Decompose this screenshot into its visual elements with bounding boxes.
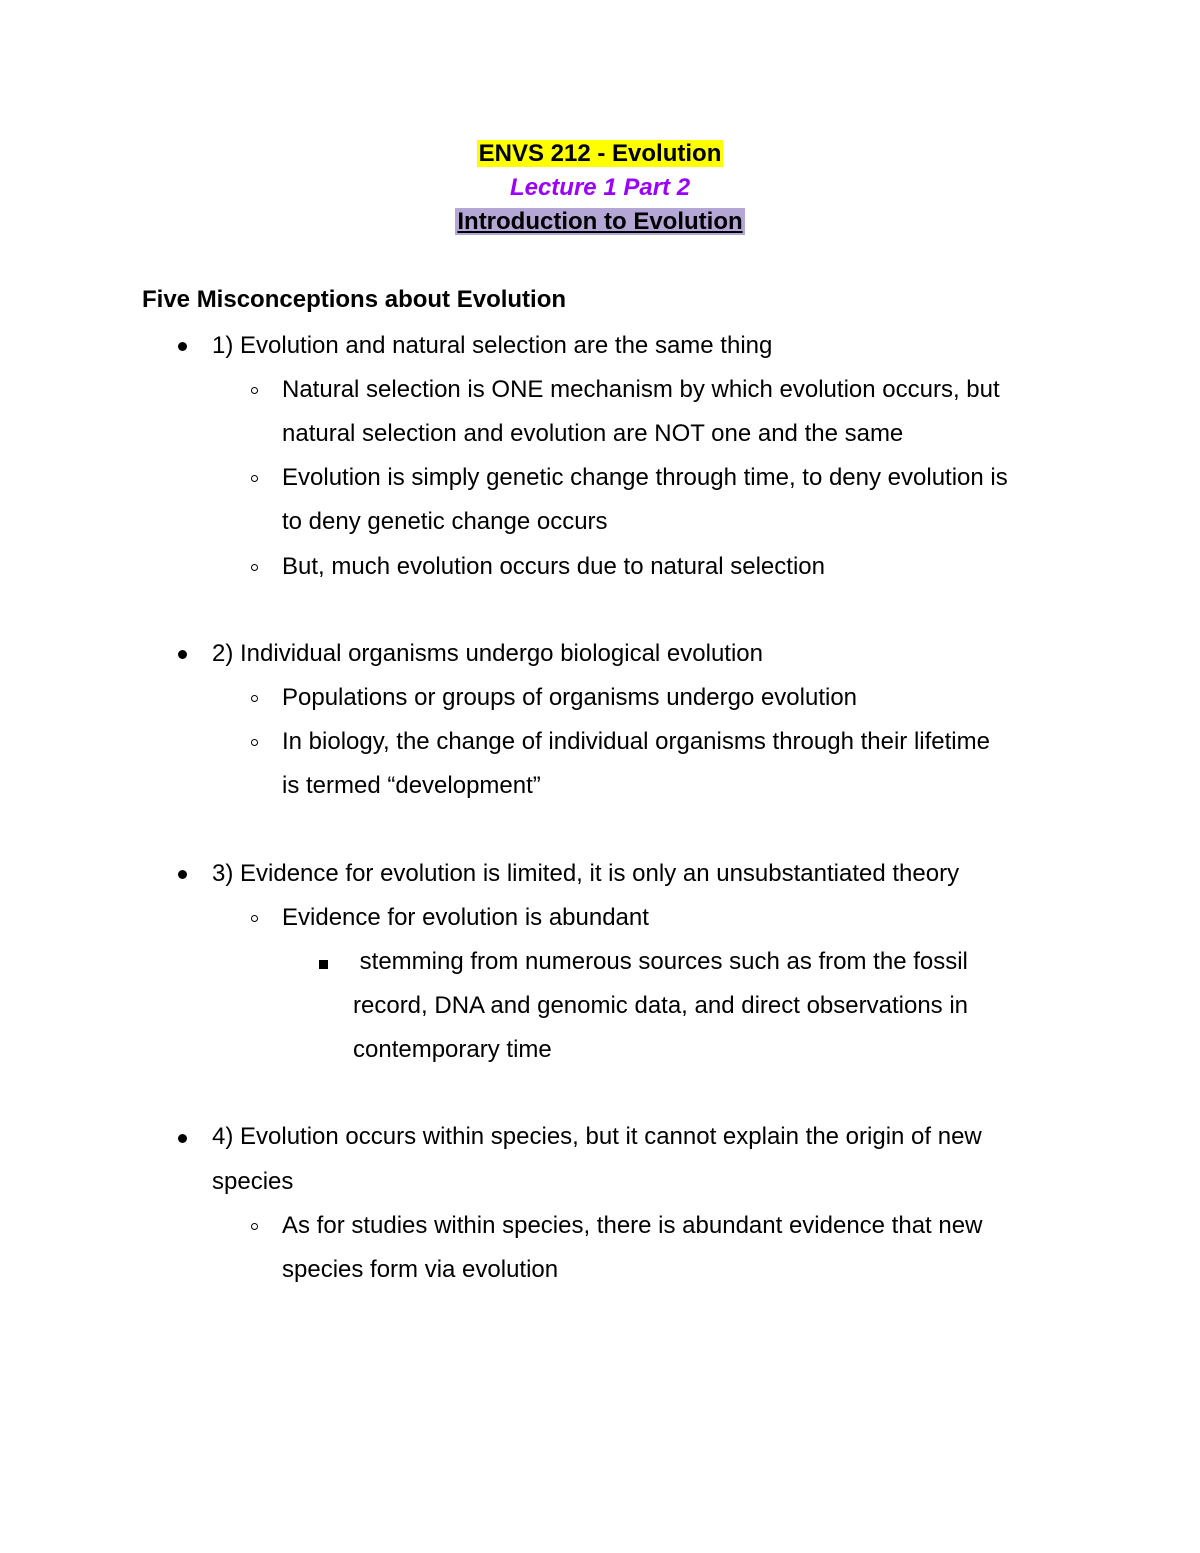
misconception-3-line-1: 3) Evidence for evolution is limited, it is only an unsubstantiated theory <box>212 860 960 887</box>
misconception-4-line-2: species <box>212 1168 294 1195</box>
misconception-2-line-1: 2) Individual organisms undergo biological evolution <box>212 640 764 667</box>
misconception-2-sub-2-line-1: In biology, the change of individual organisms through their lifetime <box>282 728 990 755</box>
misconception-1-sub-2-line-1: Evolution is simply genetic change through time, to deny evolution is <box>282 464 1008 491</box>
bullet-circle-icon <box>251 475 258 482</box>
section-heading: Five Misconceptions about Evolution <box>142 286 567 313</box>
misconception-3-sub-1-line-1: Evidence for evolution is abundant <box>282 904 649 931</box>
misconception-4-sub-1-line-2: species form via evolution <box>282 1256 559 1283</box>
misconception-1-sub-1-line-1: Natural selection is ONE mechanism by which evolution occurs, but <box>282 376 1000 403</box>
misconception-1-line-1: 1) Evolution and natural selection are the same thing <box>212 332 773 359</box>
bullet-circle-icon <box>251 695 258 702</box>
bullet-circle-icon <box>251 1223 258 1230</box>
misconception-2-sub-1-line-1: Populations or groups of organisms undergo evolution <box>282 684 858 711</box>
misconception-1-sub-1-line-2: natural selection and evolution are NOT one and the same <box>282 420 904 447</box>
misconception-3-subsub-1-line-2: record, DNA and genomic data, and direct observations in <box>353 992 969 1019</box>
bullet-disc-icon <box>178 650 187 659</box>
misconception-3-subsub-1-line-3: contemporary time <box>353 1036 552 1063</box>
bullet-disc-icon <box>178 1134 187 1143</box>
lecture-label: Lecture 1 Part 2 <box>509 174 691 201</box>
misconception-1-sub-2-line-2: to deny genetic change occurs <box>282 508 608 535</box>
bullet-disc-icon <box>178 342 187 351</box>
course-title: ENVS 212 - Evolution <box>478 140 722 167</box>
bullet-circle-icon <box>251 739 258 746</box>
bullet-disc-icon <box>178 870 187 879</box>
topic-title-line <box>0 208 1200 236</box>
misconception-1-sub-3-line-1: But, much evolution occurs due to natural selection <box>282 553 825 580</box>
bullet-circle-icon <box>251 915 258 922</box>
bullet-circle-icon <box>251 387 258 394</box>
misconception-4-line-1: 4) Evolution occurs within species, but it cannot explain the origin of new <box>212 1123 982 1150</box>
lecture-label-line <box>0 174 1200 202</box>
bullet-circle-icon <box>251 564 258 571</box>
misconception-4-sub-1-line-1: As for studies within species, there is abundant evidence that new <box>282 1212 983 1239</box>
bullet-square-icon <box>319 960 328 969</box>
misconception-3-subsub-1-line-1: stemming from numerous sources such as from the fossil <box>353 948 968 975</box>
course-title-line <box>0 140 1200 168</box>
topic-title: Introduction to Evolution <box>457 208 743 235</box>
misconception-2-sub-2-line-2: is termed “development” <box>282 772 541 799</box>
